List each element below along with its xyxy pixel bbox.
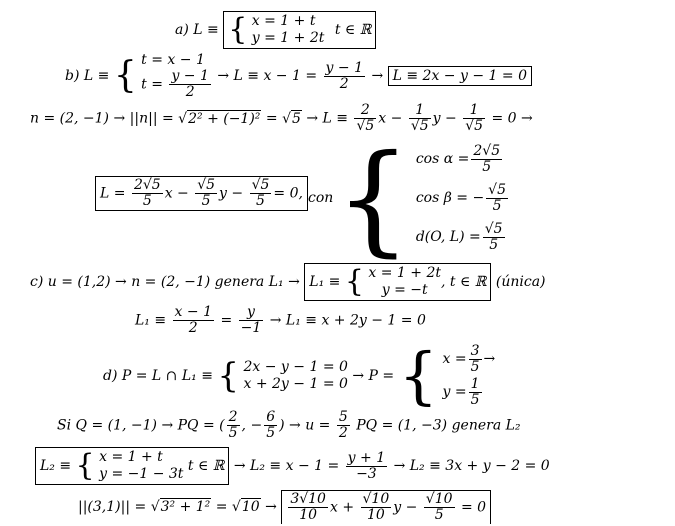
system-b-eq1: t = x − 1 bbox=[141, 52, 205, 68]
con-label: con bbox=[308, 190, 334, 206]
line-L1: L₁ ≡ $\frac{x - 1}{2}$ = $\frac{y}{-1}$ → L₁ ≡ x + 2y − 1 = 0 bbox=[135, 304, 426, 336]
label-a: a) L ≡ bbox=[175, 22, 219, 38]
line-normal-form bbox=[95, 176, 308, 211]
label-b: b) L ≡ bbox=[65, 68, 110, 84]
boxed-final-normal-form: $\frac{3√10}{10}$ x + $\frac{√10}{10}$ y − $\frac{√10}{5}$ = 0 bbox=[281, 490, 491, 524]
boxed-system-a: { x = 1 + t y = 1 + 2t t ∈ ℝ bbox=[223, 11, 376, 49]
system-a-eq1: x = 1 + t bbox=[251, 13, 316, 29]
line-d: d) P = L ∩ L₁ ≡ { 2x − y − 1 = 0 x + 2y − 1 = 0 → P = { x = $\frac{3}{5}$ → y = $\frac{1}{5}$ bbox=[103, 339, 496, 412]
system-b-eq2: t = $\frac{y - 1}{2}$ bbox=[141, 68, 209, 100]
boxed-general-equation: L ≡ 2x − y − 1 = 0 bbox=[388, 66, 532, 86]
boxed-L1: L₁ ≡ { x = 1 + 2t y = −t , t ∈ ℝ bbox=[304, 263, 491, 301]
direction-cosines: { cos α = $\frac{2√5}{5}$ cos β = − $\frac{√5}{5}$ d(O, L) = $\frac{√5}{5}$ bbox=[335, 130, 506, 269]
domain-a: t ∈ ℝ bbox=[334, 22, 372, 38]
line-b: b) L ≡ { t = x − 1 t = $\frac{y - 1}{2}$ → L ≡ x − 1 = $\frac{y - 1}{2}$ → L ≡ 2x − y − 1 = 0 bbox=[65, 52, 532, 100]
line-q: Si Q = (1, −1) → PQ = ( $\frac{2}{5}$ , − $\frac{6}{5}$ ) → u = $\frac{5}{2}$ PQ = (1, −3) genera L₂ bbox=[57, 409, 521, 441]
line-normal-vector: n = (2, −1) → ||n|| = √2² + (−1)² = √5 → L ≡ $\frac{2}{√5}$ x − $\frac{1}{√5}$ y − $\frac{1}{√5}$ = 0 → bbox=[30, 102, 533, 134]
line-last: ||(3,1)|| = √3² + 1² = √10 → $\frac{3√10}{10}$ x + $\frac{√10}{10}$ y − $\frac{√10}{5}$ = 0 bbox=[78, 490, 491, 524]
boxed-L2: L₂ ≡ { x = 1 + t y = −1 − 3t t ∈ ℝ bbox=[35, 447, 229, 485]
line-L2: L₂ ≡ { x = 1 + t y = −1 − 3t t ∈ ℝ → L₂ ≡ x − 1 = $\frac{y + 1}{-3}$ → L₂ ≡ 3x + y − 2 = 0 bbox=[35, 447, 550, 485]
system-a-eq2: y = 1 + 2t bbox=[251, 30, 325, 46]
b-mid: → L ≡ x − 1 = bbox=[217, 68, 318, 84]
line-c: c) u = (1,2) → n = (2, −1) genera L₁ → L₁ ≡ { x = 1 + 2t y = −t , t ∈ ℝ (única) bbox=[30, 264, 546, 299]
boxed-normal-form: L = $\frac{2√5}{5}$ x − $\frac{√5}{5}$ y − $\frac{√5}{5}$ = 0, bbox=[95, 176, 308, 211]
line-a bbox=[175, 11, 376, 49]
